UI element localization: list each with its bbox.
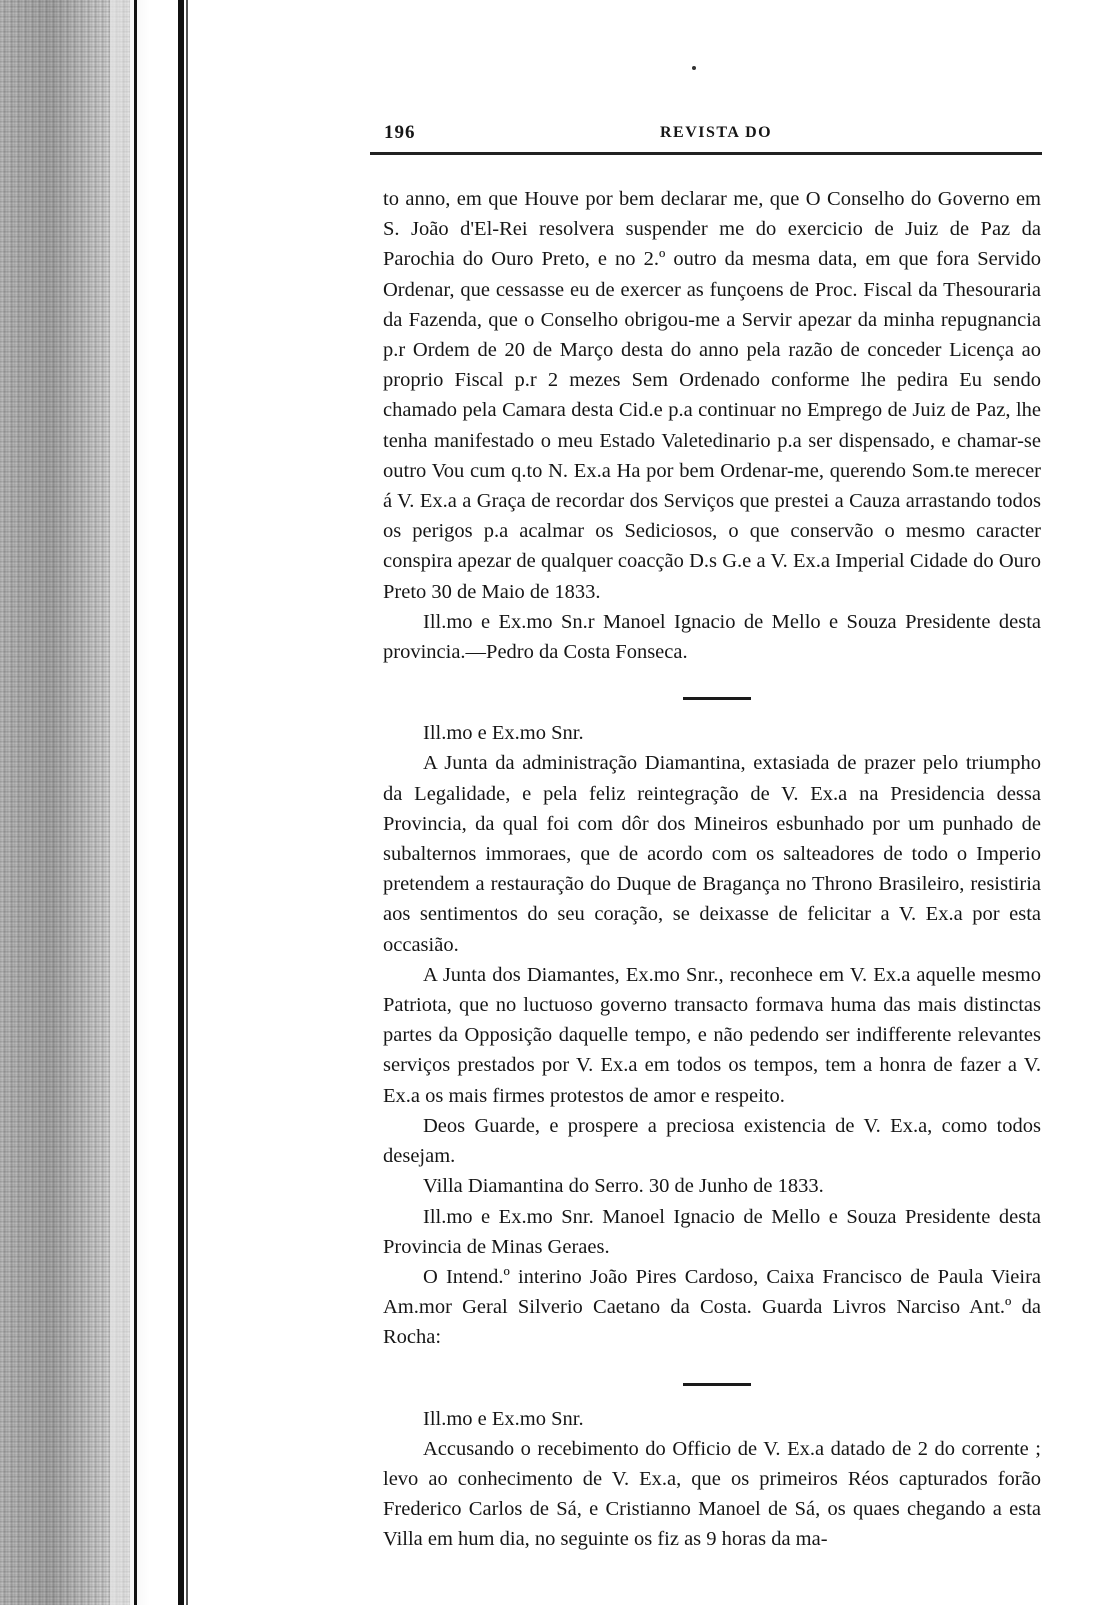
gutter-edge-line bbox=[134, 0, 137, 1605]
paragraph-officio-receipt: Accusando o recebimento do Officio de V. Ex.a datado de 2 do corrente ; levo ao conhecimento de V. Ex.a, que os primeiros Réos capturados forão Frederico Carlos de Sá, e Cristianno Manoel de Sá, os quaes chegando a esta Villa em hum dia, no seguinte os fiz as 9 horas da ma- bbox=[383, 1437, 1041, 1551]
paragraph-junta-felicitation: A Junta da administração Diamantina, extasiada de prazer pelo triumpho da Legalidade, e pela feliz reintegração de V. Ex.a na Presidencia dessa Provincia, da qual foi com dôr dos Mineiros esbunhado por um punhado de subalternos immoraes, que de acordo com os salteadores de todo o Imperio pretendem a restauração do Duque de Bragança no Throno Brasileiro, resistiria aos sentimentos do seu coração, se deixasse de felicitar a V. Ex.a por esta occasião. bbox=[383, 752, 1041, 956]
salutation: Ill.mo e Ex.mo Snr. bbox=[423, 1407, 584, 1430]
section-separator bbox=[683, 697, 751, 700]
gutter-spine-line bbox=[178, 0, 184, 1605]
scan-speck bbox=[692, 66, 696, 70]
gutter-spine-line-thin bbox=[186, 0, 188, 1605]
paragraph-place-date: Villa Diamantina do Serro. 30 de Junho de 1833. bbox=[423, 1175, 824, 1198]
book-gutter bbox=[0, 0, 190, 1605]
paragraph-junta-diamantes: A Junta dos Diamantes, Ex.mo Snr., reconhece em V. Ex.a aquelle mesmo Patriota, que no luctuoso governo transacto formava huma das mais distinctas partes da Opposição daquelle tempo, e não pedendo ser indifferente relevantes serviços prestados por V. Ex.a em todos os tempos, tem a honra de fazer a V. Ex.a os mais firmes protestos de amor e respeito. bbox=[383, 963, 1041, 1107]
section-separator bbox=[683, 1383, 751, 1386]
page-number: 196 bbox=[384, 122, 416, 143]
running-title: REVISTA DO bbox=[660, 124, 773, 141]
paragraph-addressee: Ill.mo e Ex.mo Snr. Manoel Ignacio de Mello e Souza Presidente desta Provincia de Minas Geraes. bbox=[383, 1205, 1041, 1258]
salutation: Ill.mo e Ex.mo Snr. bbox=[423, 722, 584, 745]
paragraph-address-signature: Ill.mo e Ex.mo Sn.r Manoel Ignacio de Mello e Souza Presidente desta provincia.—Pedro da Costa Fonseca. bbox=[383, 610, 1041, 664]
paragraph-signatories: O Intend.º interino João Pires Cardoso, Caixa Francisco de Paula Vieira Am.mor Geral Silverio Caetano da Costa. Guarda Livros Narciso Ant.º da Rocha: bbox=[383, 1265, 1041, 1349]
header-rule bbox=[370, 152, 1042, 155]
paragraph-closing: Deos Guarde, e prospere a preciosa existencia de V. Ex.a, como todos desejam. bbox=[383, 1114, 1041, 1168]
text-column bbox=[383, 184, 1041, 1555]
gutter-fade bbox=[110, 0, 150, 1605]
paragraph-letter-continuation: to anno, em que Houve por bem declarar me, que O Conselho do Governo em S. João d'El-Rei resolvera suspender me do exercicio de Juiz de Paz da Parochia do Ouro Preto, e no 2.º outro da mesma data, em que fora Servido Ordenar, que cessasse eu de exercer as funçoens de Proc. Fiscal da Thesouraria da Fazenda, que o Conselho obrigou-me a Servir apezar da minha repugnancia p.r Ordem de 20 de Março desta do anno pela razão de conceder Licença ao proprio Fiscal p.r 2 mezes Sem Ordenado conforme lhe pedira Eu sendo chamado pela Camara desta Cid.e p.a continuar no Emprego de Juiz de Paz, lhe tenha manifestado o meu Estado Valetedinario p.a ser dispensado, e chamar-se outro Vou cum q.to N. Ex.a Ha por bem Ordenar-me, querendo Som.te merecer á V. Ex.a a Graça de recordar dos Serviços que prestei a Cauza arrastando todos os perigos p.a acalmar os Sediciosos, o que conservão o mesmo caracter conspira apezar de qualquer coacção D.s G.e a V. Ex.a Imperial Cidade do Ouro Preto 30 de Maio de 1833. bbox=[383, 188, 1041, 603]
running-header bbox=[370, 120, 1050, 150]
